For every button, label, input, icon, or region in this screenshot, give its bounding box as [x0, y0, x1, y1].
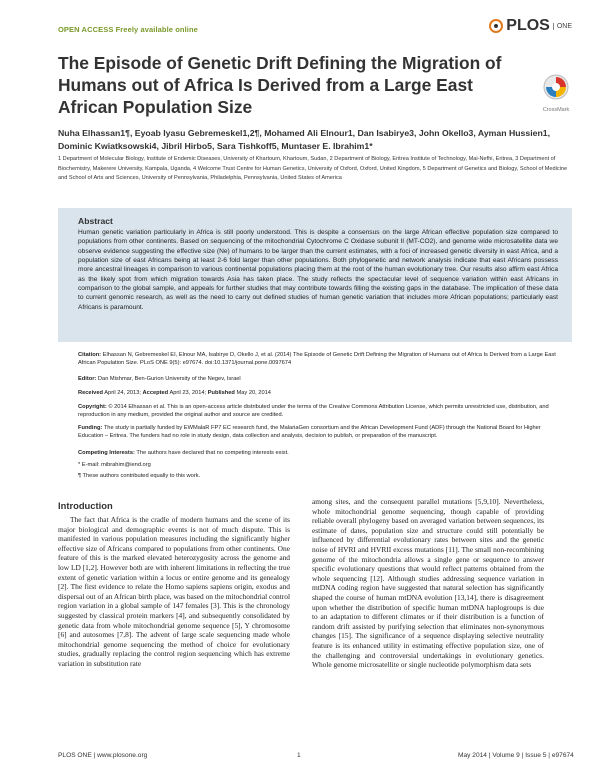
intro-column-right: among sites, and the consequent parallel mutations [5,9,10]. Nevertheless, whole mitochondrial genome sequencing, though capable of providing reliable overall phylogeny based on averaged variation between sequences, its estimate of dates, population size and structure could still potentially be influenced by differential evolutionary rates between sites and the genetic noise of HVRI and HVRII excess mutations [11]. The small non-recombining genome of the mitochondria allows a single gene or sequence to answer specific evolutionary questions that would reflect patterns obtained from the whole sequencing [12]. Although studies addressing sequence variation in mtDNA coding region have suggested that natural selection has significantly shaped the course of human mtDNA evolution [13,14], there is disagreement upon whether the distribution of specific human mtDNA haplogroups is due to an adaptation to different climates or if their distribution is a function of random drift assisted by purifying selection that eliminates non-synonymous changes [15]. The significance of a sequence displaying selective neutrality feature is its enhanced utility in estimating effective population size, one of the challenging and controversial undertakings in evolutionary genetics. Whole genome microsatellite or single nucleotide polymorphism data sets	[312, 497, 544, 670]
article-title: The Episode of Genetic Drift Defining the Migration of Humans out of Africa Is Derived from a Large East African Population Size	[58, 53, 502, 117]
published-date: May 20, 2014	[236, 390, 271, 396]
equal-contribution: ¶ These authors contributed equally to this work.	[78, 473, 201, 479]
copyright	[78, 403, 560, 420]
funding-text: The study is partially funded by EWMalaR FP7 EC research fund, the MalariaGen consortium and the African Development Fund (ADF) through the National Board for Higher Education – Eritrea. The funders had no role in study design, data collection and analysis, decision to publish, or preparation of the manuscript.	[78, 425, 541, 440]
accepted-date: April 23, 2014;	[169, 390, 207, 396]
editor-label: Editor:	[78, 376, 97, 382]
open-access-label: OPEN ACCESS Freely available online	[58, 25, 198, 34]
intro-column-left: The fact that Africa is the cradle of modern humans and the scene of its major biological and demographic events is not of much dispute. This is manifested in various population measures including the significantly higher effective size of Africans compared to populations from other continents. One feature of this is the marked elevated heterozygosity across the genome and low LD [1,2]. However both are with inherent limitations in reflecting the true extent of genetic variation within a locus or entire genome and its genealogy [2]. The first evidence to relate the Homo sapiens sapiens origin, exodus and dispersal out of an African birth place, was based on the mitochondrial control region variation in a global sample of 147 females [3]. This is the chronology suggested by classical protein markers [4], and subsequently consolidated by genetic data from whole mitochondrial genome sequence [5], Y chromosome [6] and autosomes [7,8]. The advent of large scale sequencing made whole mitochondrial genome sequencing the method of choice for evolutionary studies, gradually replacing the control region sequencing which has extreme variation in substitution rate	[58, 515, 290, 668]
logo-word: PLOS	[506, 17, 550, 34]
dates	[78, 389, 560, 397]
published-label: Published	[207, 390, 235, 396]
copyright-text: © 2014 Elhassan et al. This is an open-access article distributed under the terms of the Creative Commons Attribution License, which permits unrestricted use, distribution, and reproduction in any medium, provided the original author and source are credited.	[78, 404, 549, 419]
footer-issue: May 2014 | Volume 9 | Issue 5 | e97674	[458, 752, 574, 759]
copyright-label: Copyright:	[78, 404, 107, 410]
competing-interests	[78, 449, 560, 457]
email[interactable]: * E-mail: mibrahim@iend.org	[78, 462, 151, 468]
citation-label: Citation:	[78, 352, 102, 358]
received-date: April 24, 2013;	[104, 390, 141, 396]
plos-logo-icon	[489, 19, 503, 33]
accepted-label: Accepted	[142, 390, 169, 396]
funding	[78, 424, 560, 441]
introduction-heading: Introduction	[58, 500, 113, 511]
author-list: Nuha Elhassan1¶, Eyoab Iyasu Gebremeskel1,2¶, Mohamed Ali Elnour1, Dan Isabirye3, John Okello3, Ayman Hussien1, Dominic Kwiatksowski4, Jibril Hirbo5, Sara Tishkoff5, Muntaser E. Ibrahim1*	[58, 128, 550, 151]
crossmark-badge[interactable]	[536, 74, 576, 113]
received-label: Received	[78, 390, 103, 396]
citation-text: Elhassan N, Gebremeskel EI, Elnour MA, Isabirye D, Okello J, et al. (2014) The Episode of Genetic Drift Defining the Migration of Humans out of Africa Is Derived from a Large East African Population Size. PLoS ONE 9(5): e97674. doi:10.1371/journal.pone.0097674	[78, 352, 556, 367]
competing-text: The authors have declared that no competing interests exist.	[136, 450, 289, 456]
crossmark-label: CrossMark	[542, 107, 570, 113]
citation	[78, 351, 560, 368]
abstract-heading: Abstract	[78, 216, 113, 226]
editor-text: Dan Mishmar, Ben-Gurion University of the Negev, Israel	[97, 376, 241, 382]
footer-page-number: 1	[297, 752, 301, 759]
abstract-text: Human genetic variation particularly in Africa is still poorly understood. This is despite a consensus on the large African effective population size compared to populations from other continents. Based on sequencing of the mitochondrial Cytochrome C Oxidase subunit II (MT-CO2), and genome wide microsatellite data we observe evidence suggesting the effective size (Ne) of humans to be larger than the current estimates, with a foci of increased genetic diversity in east Africa, and a population size of east Africans being at least 2-6 fold larger than other populations. Both phylogenetic and network analysis indicate that east Africans possess more ancestral lineages in comparison to various continental populations placing them at the root of the human evolutionary tree. Our results also affirm east Africa as the likely spot from which migration towards Asia has taken place. The study reflects the spectacular level of sequence variation within east Africans in comparison to the global sample, and appeals for further studies that may contribute towards filling the existing gaps in the database. The implication of these data to current genomic research, as well as the need to carry out defined studies of human genetic variation that includes more African populations; particularly east Africans is paramount.	[78, 229, 558, 311]
footer-journal[interactable]: PLOS ONE | www.plosone.org	[58, 752, 148, 759]
editor	[78, 375, 560, 383]
logo-sub: ONE	[553, 23, 572, 30]
crossmark-icon	[543, 74, 569, 100]
plos-one-logo[interactable]	[489, 17, 572, 35]
affiliations: 1 Department of Molecular Biology, Institute of Endemic Diseases, University of Khartoum, Khartoum, Sudan, 2 Department of Biology, Eritrea Institute of Technology, Mai-Nefhi, Eritrea, 3 Department of Biochemistry, Makerere University, Kampala, Uganda, 4 Welcome Trust Centre for Human Genetics, University of Oxford, Oxford, United Kingdom, 5 Department of Genetics and Biology, School of Medicine and School of Arts and Sciences, University of Pennsylvania, Philadelphia, Pennsylvania, United States of America	[58, 156, 568, 182]
competing-label: Competing Interests:	[78, 450, 135, 456]
funding-label: Funding:	[78, 425, 103, 431]
